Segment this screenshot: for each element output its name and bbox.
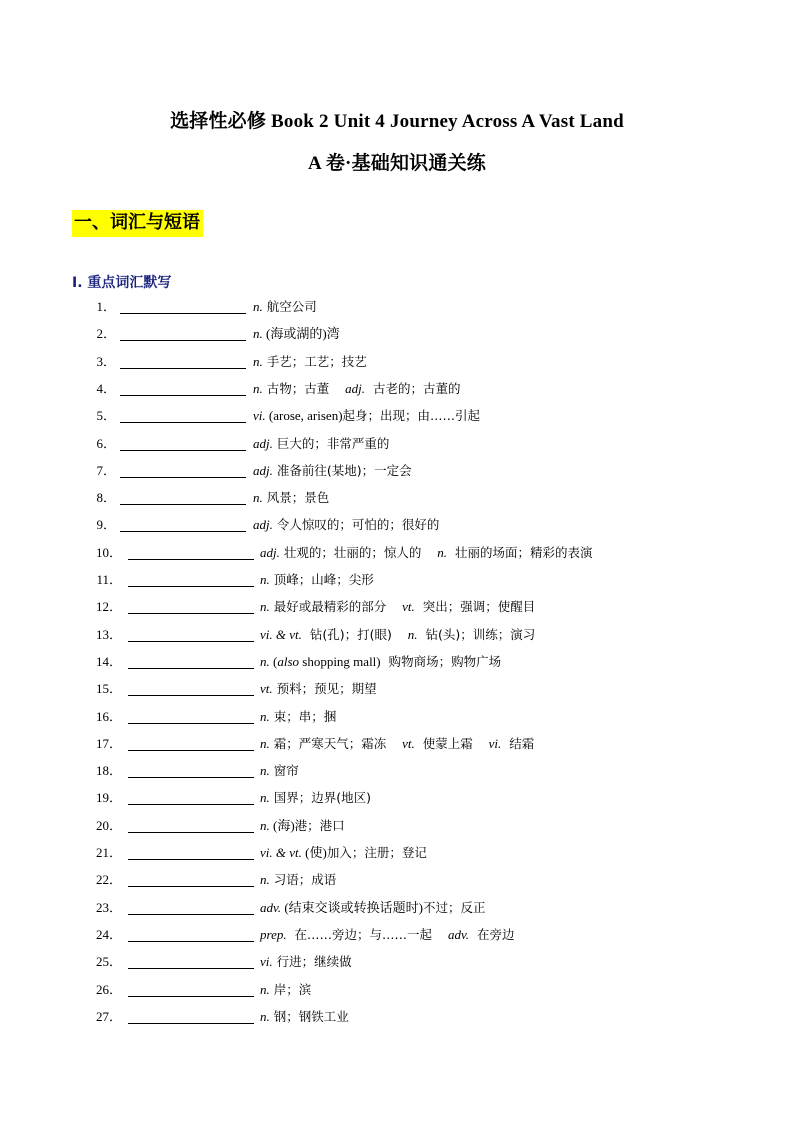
- vocab-item: [0, 433, 794, 455]
- part-of-speech: vi.: [488, 735, 502, 751]
- part-of-speech: n.: [260, 653, 270, 669]
- definition-text: 令人惊叹的；可怕的；很好的: [272, 517, 440, 533]
- definition-text: 窗帘: [269, 763, 299, 779]
- part-of-speech: vi. & vt.: [260, 626, 302, 642]
- answer-blank[interactable]: [128, 641, 254, 642]
- answer-blank[interactable]: [120, 313, 246, 314]
- answer-blank[interactable]: [128, 559, 254, 560]
- vocab-item-number: 5．: [96, 408, 116, 424]
- vocab-item-definition: [260, 979, 311, 1001]
- definition-text: 港；港口: [294, 817, 345, 833]
- part-of-speech: n.: [260, 599, 270, 615]
- vocab-item-definition: [253, 323, 340, 345]
- section-heading-vocabulary: 一、词汇与短语: [72, 210, 203, 237]
- definition-text: 岸；滨: [269, 981, 312, 997]
- definition-text: 壮丽的场面；精彩的表演: [447, 544, 593, 560]
- vocab-item-definition: [260, 706, 336, 728]
- vocab-item-definition: [260, 624, 535, 646]
- vocab-item-definition: [253, 378, 460, 400]
- answer-blank[interactable]: [120, 504, 246, 505]
- definition-text: (: [269, 653, 278, 669]
- vocab-item-number: 11．: [96, 572, 122, 587]
- vocab-item-definition: [260, 651, 501, 673]
- vocab-item: [0, 1006, 794, 1028]
- vocab-item-definition: [260, 569, 374, 591]
- vocab-item-number: 13．: [95, 626, 122, 642]
- vocab-item-definition: [253, 405, 480, 427]
- definition-text: 顶峰；山峰；尖形: [269, 572, 374, 587]
- definition-text: 预料；预见；期望: [272, 681, 377, 697]
- vocab-item: [0, 706, 794, 728]
- part-of-speech: vi.: [253, 408, 266, 424]
- definition-text: 最好或最精彩的部分: [269, 599, 403, 615]
- part-of-speech: n.: [260, 981, 270, 997]
- definition-text: 购物商场；购物广场: [380, 653, 502, 669]
- vocab-item-number: 26．: [95, 981, 122, 997]
- answer-blank[interactable]: [120, 368, 246, 369]
- answer-blank[interactable]: [128, 613, 254, 614]
- vocab-item-definition: [260, 542, 592, 564]
- definition-text: 风景；景色: [262, 490, 330, 506]
- definition-text: 不过；反正: [422, 899, 486, 915]
- answer-blank[interactable]: [120, 477, 246, 478]
- vocab-item-definition: [260, 733, 534, 755]
- answer-blank[interactable]: [128, 886, 254, 887]
- part-of-speech: vt.: [260, 681, 273, 697]
- part-of-speech: n.: [437, 544, 447, 560]
- definition-text: (arose, arisen): [265, 408, 343, 424]
- part-of-speech: vt.: [402, 599, 415, 615]
- definition-text: (结束交谈或转换话题时): [281, 899, 423, 915]
- vocab-item: [0, 323, 794, 345]
- vocab-item-number: 10．: [95, 544, 122, 560]
- definition-text: (海): [269, 817, 295, 833]
- answer-blank[interactable]: [128, 968, 254, 969]
- part-of-speech: adj.: [260, 544, 280, 560]
- vocab-item-number: 20．: [95, 817, 122, 833]
- definition-text: 起身；出现；由……引起: [342, 408, 481, 424]
- definition-text: 在旁边: [469, 926, 515, 942]
- part-of-speech: also: [277, 653, 300, 669]
- vocab-item: [0, 678, 794, 700]
- answer-blank[interactable]: [120, 531, 246, 532]
- vocab-item-number: 2．: [96, 326, 116, 342]
- definition-text: 古物；古董: [262, 380, 346, 396]
- vocab-item-definition: [260, 951, 352, 973]
- vocab-item-definition: [253, 460, 412, 482]
- definition-text: 壮观的；壮丽的；惊人的: [279, 544, 438, 560]
- vocab-item: [0, 405, 794, 427]
- answer-blank[interactable]: [128, 750, 254, 751]
- part-of-speech: n.: [260, 817, 270, 833]
- subsection-heading-key-vocabulary: I. 重点词汇默写: [72, 275, 172, 291]
- vocab-item: [0, 351, 794, 373]
- part-of-speech: n.: [260, 708, 270, 724]
- definition-text: (海或湖的)湾: [262, 326, 340, 342]
- vocab-item-definition: [260, 678, 377, 700]
- vocab-item-number: 9．: [96, 517, 116, 533]
- vocab-item-number: 7．: [96, 462, 116, 478]
- part-of-speech: n.: [253, 353, 263, 369]
- definition-text: 突出；强调；使醒目: [414, 599, 536, 615]
- vocab-item: [0, 378, 794, 400]
- part-of-speech: adj.: [253, 435, 273, 451]
- vocab-item-definition: [260, 787, 371, 809]
- part-of-speech: n.: [253, 326, 263, 342]
- part-of-speech: n.: [253, 299, 263, 314]
- vocab-item-number: 24．: [95, 926, 122, 942]
- definition-text: 航空公司: [262, 299, 317, 314]
- document-subtitle: A 卷·基础知识通关练: [308, 153, 486, 174]
- definition-text: 古老的；古董的: [365, 380, 461, 396]
- vocab-item-definition: [260, 596, 535, 618]
- definition-text: 手艺；工艺；技艺: [262, 353, 367, 369]
- vocab-item-number: 16．: [95, 708, 122, 724]
- part-of-speech: vi. & vt.: [260, 845, 302, 860]
- definition-text: 国界；边界(地区): [269, 790, 371, 806]
- answer-blank[interactable]: [128, 832, 254, 833]
- part-of-speech: adj.: [345, 380, 365, 396]
- definition-text: 加入；注册；登记: [326, 845, 427, 860]
- definition-text: 准备前往(某地)；一定会: [272, 462, 412, 478]
- vocab-item: [0, 869, 794, 891]
- vocab-item-number: 8．: [96, 490, 116, 506]
- answer-blank[interactable]: [128, 777, 254, 778]
- vocab-item-number: 21．: [95, 845, 122, 860]
- answer-blank[interactable]: [128, 723, 254, 724]
- vocab-item-number: 1．: [96, 299, 116, 314]
- definition-text: 习语；成语: [269, 872, 337, 888]
- part-of-speech: n.: [407, 626, 418, 642]
- vocab-item: [0, 979, 794, 1001]
- vocab-item-number: 14．: [95, 653, 122, 669]
- definition-text: 巨大的；非常严重的: [272, 435, 390, 451]
- definition-text: 钻(头)；训练；演习: [417, 626, 536, 642]
- vocab-item-number: 12．: [95, 599, 122, 615]
- part-of-speech: adv.: [447, 926, 470, 942]
- vocab-item-number: 19．: [95, 790, 122, 806]
- vocab-item: [0, 897, 794, 919]
- vocab-item: [0, 815, 794, 837]
- vocab-item: [0, 842, 794, 864]
- vocab-item: [0, 651, 794, 673]
- definition-text: 钢；钢铁工业: [269, 1008, 349, 1024]
- vocab-item: [0, 569, 794, 591]
- answer-blank[interactable]: [128, 859, 254, 860]
- vocab-item: [0, 596, 794, 618]
- definition-text: 使蒙上霜: [414, 735, 489, 751]
- vocab-item-number: 27．: [95, 1008, 122, 1024]
- vocab-item-definition: [253, 433, 389, 455]
- answer-blank[interactable]: [120, 450, 246, 451]
- vocab-item: [0, 296, 794, 318]
- part-of-speech: n.: [253, 490, 263, 506]
- definition-text: 结霜: [501, 735, 535, 751]
- part-of-speech: adj.: [253, 517, 273, 533]
- vocab-item-definition: [260, 1006, 349, 1028]
- vocab-item: [0, 542, 794, 564]
- vocab-item-number: 3．: [96, 353, 116, 369]
- definition-text: 霜；严寒天气；霜冻: [269, 735, 403, 751]
- part-of-speech: prep.: [260, 926, 287, 942]
- part-of-speech: n.: [260, 735, 270, 751]
- answer-blank[interactable]: [128, 914, 254, 915]
- part-of-speech: adv.: [260, 899, 282, 915]
- part-of-speech: vt.: [402, 735, 415, 751]
- vocab-item: [0, 487, 794, 509]
- answer-blank[interactable]: [128, 996, 254, 997]
- vocab-item-number: 15．: [95, 681, 122, 697]
- part-of-speech: n.: [253, 380, 263, 396]
- vocab-item-definition: [260, 760, 299, 782]
- vocab-item-definition: [260, 815, 345, 837]
- answer-blank[interactable]: [120, 395, 246, 396]
- part-of-speech: n.: [260, 790, 270, 806]
- vocab-item-number: 4．: [96, 380, 116, 396]
- definition-text: 钻(孔)；打(眼): [301, 626, 408, 642]
- vocab-item: [0, 460, 794, 482]
- vocab-item-definition: [253, 514, 439, 536]
- vocab-item: [0, 760, 794, 782]
- part-of-speech: n.: [260, 763, 270, 779]
- definition-text: (使): [301, 845, 327, 860]
- vocab-item-definition: [260, 924, 514, 946]
- definition-text: shopping mall): [299, 653, 381, 669]
- answer-blank[interactable]: [128, 695, 254, 696]
- answer-blank[interactable]: [128, 804, 254, 805]
- vocab-item: [0, 787, 794, 809]
- vocab-item-number: 23．: [95, 899, 122, 915]
- definition-text: 行进；继续做: [272, 954, 352, 970]
- part-of-speech: n.: [260, 572, 270, 587]
- answer-blank[interactable]: [128, 941, 254, 942]
- vocab-item: [0, 514, 794, 536]
- vocab-item-number: 25．: [95, 954, 122, 970]
- answer-blank[interactable]: [128, 668, 254, 669]
- answer-blank[interactable]: [128, 586, 254, 587]
- vocab-item-number: 6．: [96, 435, 116, 451]
- vocab-item-definition: [253, 487, 329, 509]
- vocab-item-number: 22．: [95, 872, 122, 888]
- vocab-item-definition: [253, 351, 367, 373]
- vocab-item: [0, 624, 794, 646]
- vocab-item: [0, 951, 794, 973]
- part-of-speech: n.: [260, 1008, 270, 1024]
- definition-text: 束；串；捆: [269, 708, 337, 724]
- vocab-item: [0, 924, 794, 946]
- document-title: 选择性必修 Book 2 Unit 4 Journey Across A Vast Land: [170, 111, 624, 132]
- answer-blank[interactable]: [128, 1023, 254, 1024]
- vocab-item-definition: [260, 897, 486, 919]
- answer-blank[interactable]: [120, 422, 246, 423]
- part-of-speech: vi.: [260, 954, 273, 970]
- vocab-item: [0, 733, 794, 755]
- vocab-item-number: 18．: [95, 763, 122, 779]
- vocab-item-definition: [260, 869, 336, 891]
- vocab-item-definition: [253, 296, 317, 318]
- definition-text: 在……旁边；与……一起: [286, 926, 448, 942]
- part-of-speech: n.: [260, 872, 270, 888]
- vocab-item-number: 17．: [95, 735, 122, 751]
- answer-blank[interactable]: [120, 340, 246, 341]
- vocab-item-definition: [260, 842, 427, 864]
- part-of-speech: adj.: [253, 462, 273, 478]
